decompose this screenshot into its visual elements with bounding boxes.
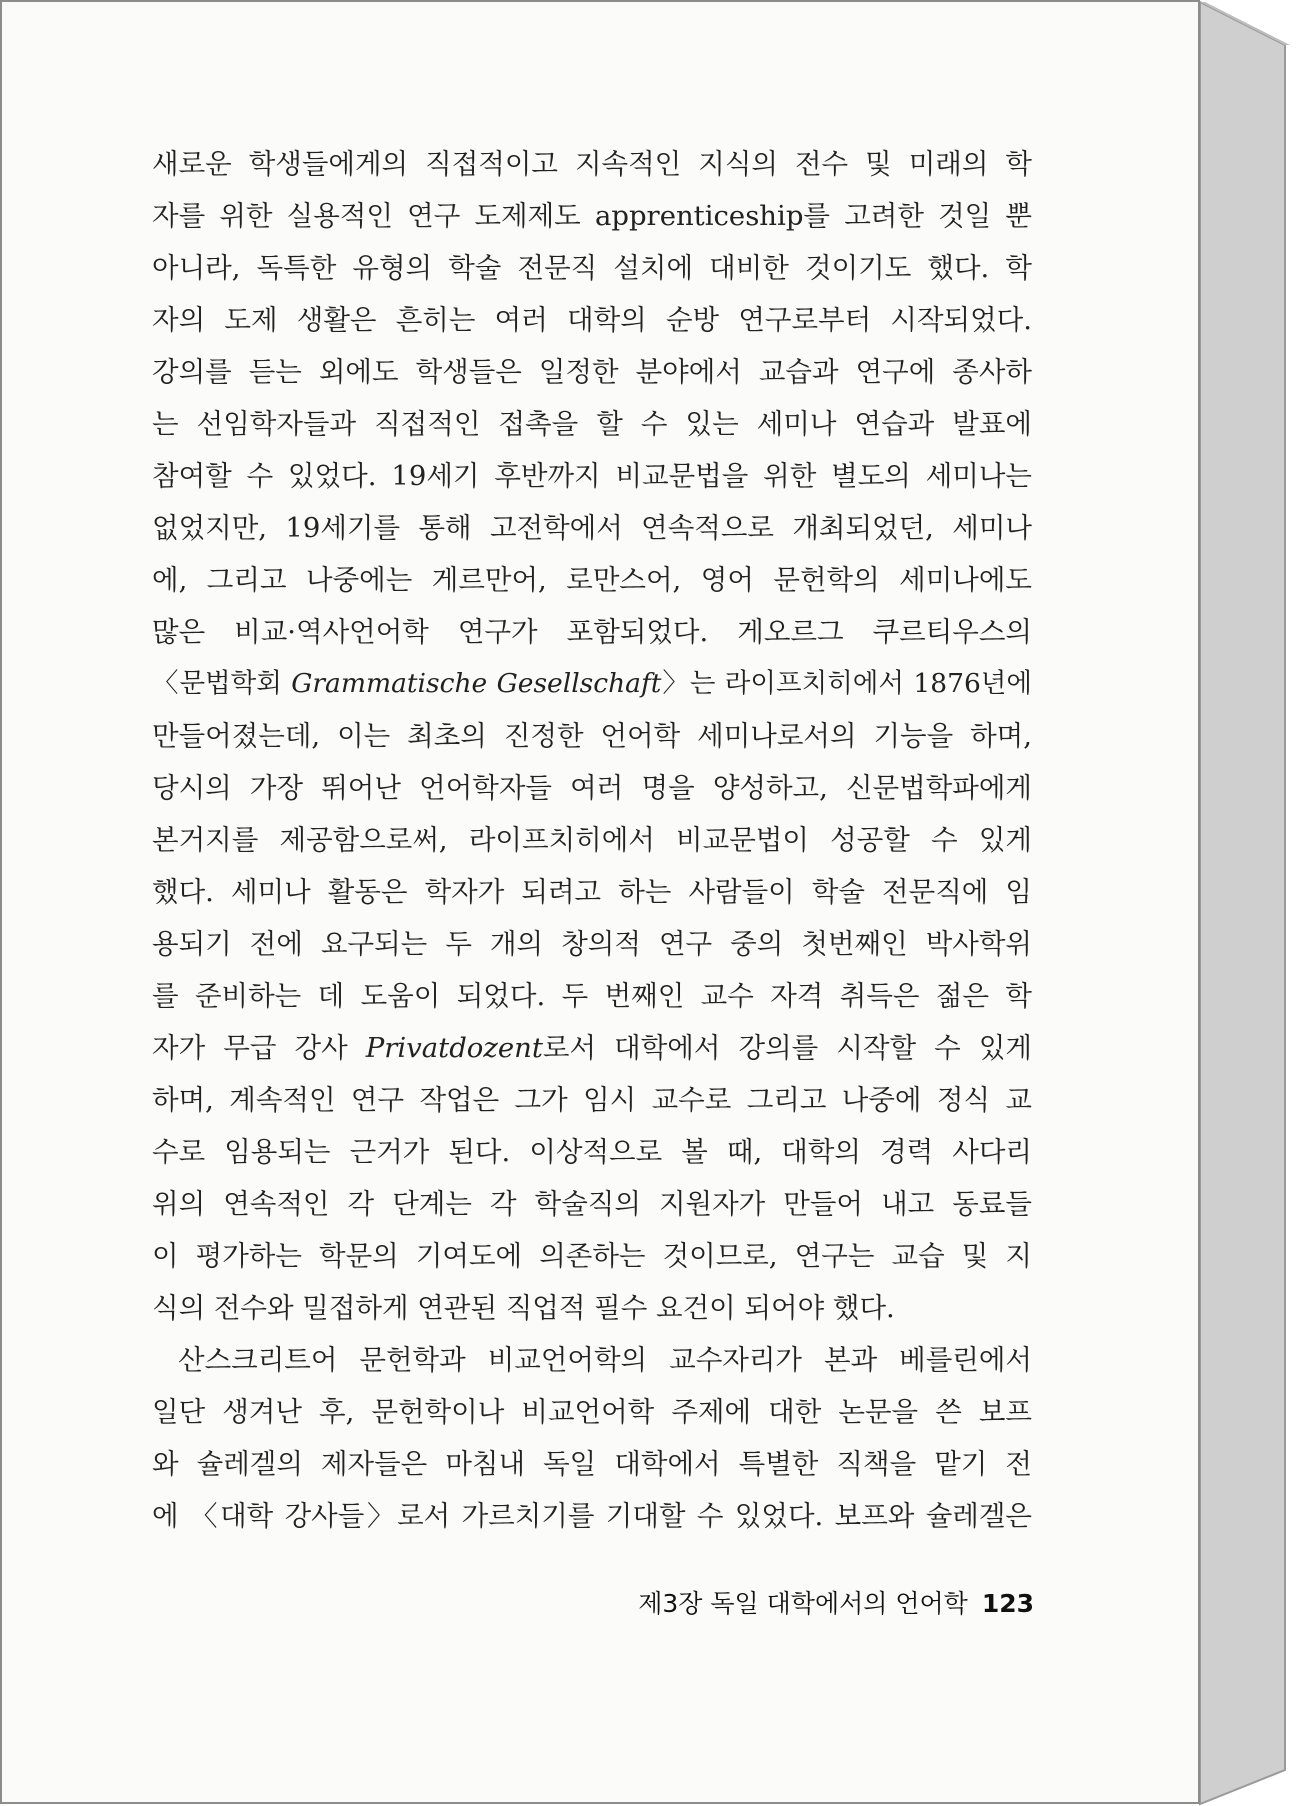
text-line: 용되기 전에 요구되는 두 개의 창의적 연구 중의 첫번째인 박사학위: [152, 928, 1032, 960]
text-line: 와 슐레겔의 제자들은 마침내 독일 대학에서 특별한 직책을 맡기 전: [152, 1448, 1032, 1480]
chapter-title: 제3장 독일 대학에서의 언어학: [638, 1589, 968, 1618]
text-line: 새로운 학생들에게의 직접적이고 지속적인 지식의 전수 및 미래의 학: [152, 148, 1032, 180]
italic-term: Grammatische Gesellschaft: [291, 668, 662, 699]
text-line: 없었지만, 19세기를 통해 고전학에서 연속적으로 개최되었던, 세미나: [152, 512, 1032, 544]
text-line: 강의를 듣는 외에도 학생들은 일정한 분야에서 교습과 연구에 종사하: [152, 356, 1032, 388]
text-line: 에, 그리고 나중에는 게르만어, 로만스어, 영어 문헌학의 세미나에도: [152, 564, 1032, 596]
text-segment: 〈문법학회: [152, 668, 292, 699]
text-line: 일단 생겨난 후, 문헌학이나 비교언어학 주제에 대한 논문을 쓴 보프: [152, 1396, 1032, 1428]
text-line: 수로 임용되는 근거가 된다. 이상적으로 볼 때, 대학의 경력 사다리: [152, 1136, 1032, 1168]
text-line: 만들어졌는데, 이는 최초의 진정한 언어학 세미나로서의 기능을 하며,: [152, 720, 1032, 752]
text-line: 자의 도제 생활은 흔히는 여러 대학의 순방 연구로부터 시작되었다.: [152, 304, 1032, 336]
text-segment: 로서 대학에서 강의를 시작할 수 있게: [542, 1032, 1032, 1064]
text-line: 는 선임학자들과 직접적인 접촉을 할 수 있는 세미나 연습과 발표에: [152, 408, 1032, 440]
text-line: 많은 비교·역사언어학 연구가 포함되었다. 게오르그 쿠르티우스의: [152, 616, 1032, 648]
body-text: [152, 138, 1032, 1542]
text-line: 에 〈대학 강사들〉로서 가르치기를 기대할 수 있었다. 보프와 슐레겔은: [152, 1500, 1032, 1532]
text-line: 했다. 세미나 활동은 학자가 되려고 하는 사람들이 학술 전문직에 임: [152, 876, 1032, 908]
text-line: 이 평가하는 학문의 기여도에 의존하는 것이므로, 연구는 교습 및 지: [152, 1240, 1032, 1272]
text-line: 자를 위한 실용적인 연구 도제제도 apprenticeship를 고려한 것일 뿐: [152, 200, 1032, 232]
paragraph-last-line: 식의 전수와 밀접하게 연관된 직업적 필수 요건이 되어야 했다.: [152, 1292, 895, 1324]
text-line: 를 준비하는 데 도움이 되었다. 두 번째인 교수 자격 취득은 젊은 학: [152, 980, 1032, 1012]
running-footer: [602, 1584, 1034, 1620]
text-line: 아니라, 독특한 유형의 학술 전문직 설치에 대비한 것이기도 했다. 학: [152, 252, 1032, 284]
text-line: 위의 연속적인 각 단계는 각 학술직의 지원자가 만들어 내고 동료들: [152, 1188, 1032, 1220]
text-segment: 자가 무급 강사: [152, 1032, 366, 1064]
text-line: 하며, 계속적인 연구 작업은 그가 임시 교수로 그리고 나중에 정식 교: [152, 1084, 1032, 1116]
text-segment: 〉는 라이프치히에서 1876년에: [661, 668, 1033, 699]
text-line: 본거지를 제공함으로써, 라이프치히에서 비교문법이 성공할 수 있게: [152, 824, 1032, 856]
italic-term: Privatdozent: [365, 1032, 543, 1064]
page-number: 123: [981, 1589, 1034, 1618]
paragraph-first-line: 산스크리트어 문헌학과 비교언어학의 교수자리가 본과 베를린에서: [178, 1344, 1032, 1376]
text-line-with-italic: [152, 658, 1032, 710]
text-line-with-italic: [152, 1022, 1032, 1074]
text-line: 당시의 가장 뛰어난 언어학자들 여러 명을 양성하고, 신문법학파에게: [152, 772, 1032, 804]
text-line: 참여할 수 있었다. 19세기 후반까지 비교문법을 위한 별도의 세미나는: [152, 460, 1032, 492]
